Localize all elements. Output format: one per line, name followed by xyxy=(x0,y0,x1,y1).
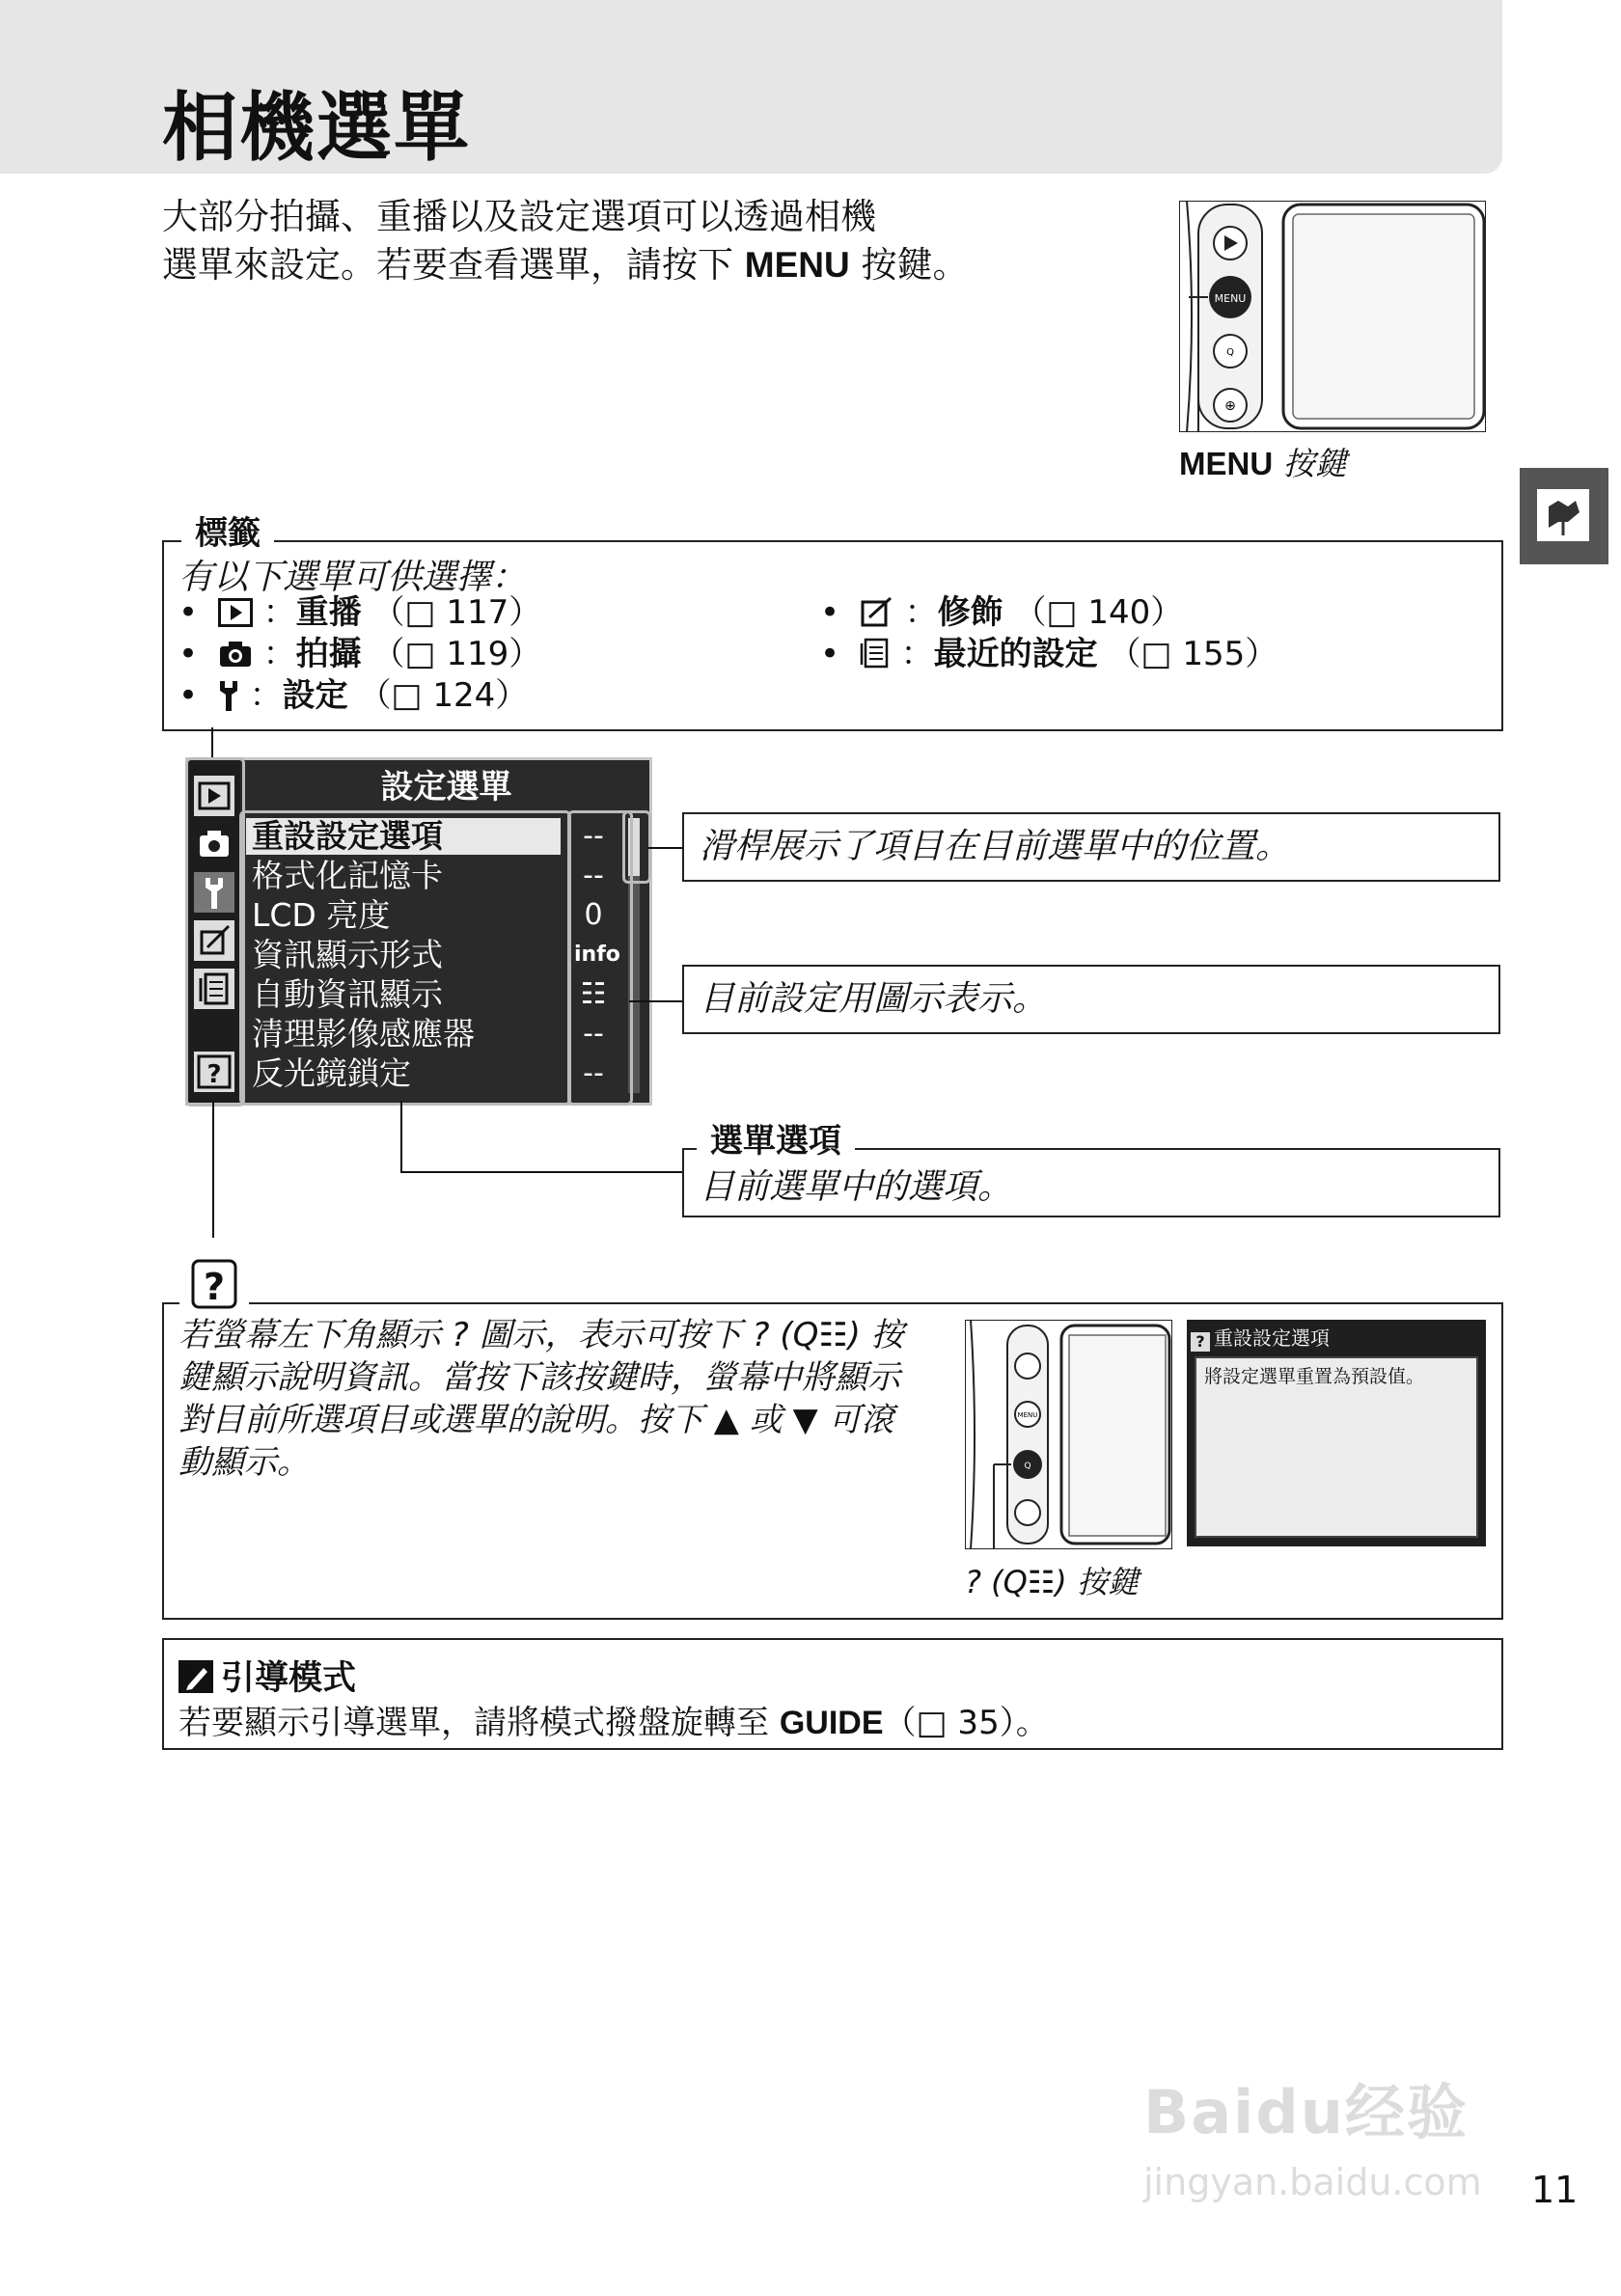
menu-item-value: info xyxy=(574,943,620,967)
scrollbar-frame xyxy=(622,810,651,884)
camera-back-illustration xyxy=(1179,201,1486,432)
guide-mode-text xyxy=(179,1696,1049,1743)
help-camera-illustration xyxy=(965,1320,1172,1549)
guide-mode-text-a: 若要顯示引導選單，請將模式撥盤旋轉至 xyxy=(179,1704,780,1742)
bullet: • xyxy=(179,676,199,715)
camera-icon xyxy=(218,637,253,666)
tab-item-name: 拍攝 xyxy=(295,635,362,673)
menu-item-value: -- xyxy=(583,1056,604,1090)
tab-item-playback: • ：重播 （□ 117） xyxy=(179,593,542,632)
leader-line xyxy=(629,1000,682,1002)
watermark-logo: Baidu经验 xyxy=(1143,2077,1469,2147)
icon-column-frame xyxy=(185,757,245,1107)
tab-item-recent: • ：最近的設定 （□ 155） xyxy=(820,635,1278,673)
watermark-url: jingyan.baidu.com xyxy=(1143,2161,1482,2203)
setup-menu-rooster-icon xyxy=(1520,468,1608,564)
help-text-line: 鍵顯示說明資訊。當按下該按鍵時，螢幕中將顯示 xyxy=(179,1358,900,1397)
help-screen xyxy=(1187,1320,1486,1546)
menu-options-label: 選單選項 xyxy=(697,1114,855,1162)
help-screen-text: 將設定選單重置為預設值。 xyxy=(1204,1366,1425,1387)
tab-item-retouch: • ：修飾 （□ 140） xyxy=(820,593,1184,632)
camera-back-drawing xyxy=(1179,201,1486,432)
help-text-line: 對目前所選項目或選單的說明。按下 ▲ 或 ▼ 可滾 xyxy=(179,1401,894,1439)
help-screen-title: 重設設定選項 xyxy=(1214,1326,1330,1350)
tabs-box-label: 標籤 xyxy=(181,506,274,554)
playback-icon xyxy=(218,598,253,627)
menu-keyword: MENU xyxy=(744,245,850,285)
page-ref: （□ 119） xyxy=(371,635,542,673)
svg-text:MENU: MENU xyxy=(1017,1411,1038,1419)
intro-line-1: 大部分拍攝、重播以及設定選項可以透過相機 xyxy=(162,196,876,237)
leader-line xyxy=(211,727,213,760)
help-screen-body xyxy=(1195,1356,1478,1538)
intro-line-2 xyxy=(162,241,973,289)
menu-item[interactable]: 清理影像感應器 xyxy=(252,1015,475,1052)
menu-item[interactable]: 反光鏡鎖定 xyxy=(252,1054,411,1092)
menu-item[interactable]: 格式化記憶卡 xyxy=(252,857,443,894)
tab-item-setup: • ：設定 （□ 124） xyxy=(179,676,529,715)
wrench-icon xyxy=(218,679,239,712)
page-ref: （□ 124） xyxy=(358,676,529,715)
page-ref: （□ 140） xyxy=(1013,593,1184,632)
help-button-caption: ? (Q☷) 按鍵 xyxy=(965,1564,1139,1600)
svg-text:Q: Q xyxy=(1024,1462,1031,1471)
intro-line-2-b: 按鍵。 xyxy=(849,244,969,286)
menu-item[interactable]: 資訊顯示形式 xyxy=(252,936,443,973)
guide-mode-text-b: （□ 35）。 xyxy=(883,1704,1049,1742)
retouch-icon xyxy=(860,595,894,626)
help-text-line: 動顯示。 xyxy=(179,1443,310,1482)
guide-mode-header xyxy=(179,1652,356,1700)
side-section-tab xyxy=(1520,468,1608,564)
svg-text:Q: Q xyxy=(1226,347,1234,358)
current-setting-callout: 目前設定用圖示表示。 xyxy=(682,965,1500,1034)
svg-text:?: ? xyxy=(206,1060,222,1089)
leader-line xyxy=(212,1101,214,1238)
menu-item-value: -- xyxy=(583,1017,604,1051)
bullet: • xyxy=(179,593,199,632)
svg-text:?: ? xyxy=(203,1266,226,1308)
help-box-icon xyxy=(179,1257,249,1313)
tab-item-name: 最近的設定 xyxy=(933,635,1098,673)
help-screen-question-icon: ? xyxy=(1191,1332,1210,1352)
svg-text:MENU: MENU xyxy=(1214,292,1247,305)
page-ref: （□ 117） xyxy=(371,593,542,632)
menu-item-value: -- xyxy=(583,819,604,853)
help-screen-title-bar xyxy=(1191,1324,1482,1353)
tab-item-name: 設定 xyxy=(282,676,348,715)
camera-menu-title: 設定選單 xyxy=(246,760,646,814)
menu-item-value: 0 xyxy=(584,898,603,932)
slider-callout: 滑桿展示了項目在目前選單中的位置。 xyxy=(682,812,1500,882)
tab-item-name: 重播 xyxy=(295,593,362,632)
menu-item[interactable]: LCD 亮度 xyxy=(252,896,391,934)
bullet: • xyxy=(820,635,840,673)
menu-item[interactable]: 自動資訊顯示 xyxy=(252,975,443,1013)
leader-line xyxy=(400,1101,402,1173)
svg-text:⊕: ⊕ xyxy=(1224,398,1236,414)
guide-mode-title: 引導模式 xyxy=(221,1659,357,1698)
menu-options-text: 目前選單中的選項。 xyxy=(700,1167,1013,1207)
menu-item-value: -- xyxy=(583,859,604,892)
intro-line-2-a: 選單來設定。若要查看選單，請按下 xyxy=(162,244,745,286)
page-title: 相機選單 xyxy=(162,85,472,172)
guide-keyword: GUIDE xyxy=(779,1705,884,1741)
intro-paragraph xyxy=(162,193,973,289)
menu-button-caption-text: 按鍵 xyxy=(1273,445,1347,482)
tab-item-shooting: • ：拍攝 （□ 119） xyxy=(179,635,542,673)
menu-button-caption xyxy=(1179,439,1347,484)
options-frame xyxy=(239,810,571,1106)
help-text-line: 若螢幕左下角顯示 ? 圖示，表示可按下 ? (Q☷) 按 xyxy=(179,1316,904,1354)
leader-line xyxy=(400,1171,682,1173)
help-text xyxy=(179,1314,950,1484)
leader-line xyxy=(648,847,682,849)
bullet: • xyxy=(820,593,840,632)
menu-item[interactable]: 重設設定選項 xyxy=(246,818,561,855)
pencil-note-icon xyxy=(179,1660,213,1693)
bullet: • xyxy=(179,635,199,673)
tab-item-name: 修飾 xyxy=(937,593,1003,632)
page-number: 11 xyxy=(1531,2169,1579,2211)
tabs-intro: 有以下選單可供選擇： xyxy=(179,558,527,597)
menu-item-value: ☷ xyxy=(580,977,607,1011)
menu-button-caption-key: MENU xyxy=(1179,446,1274,481)
recent-settings-icon xyxy=(860,637,891,668)
page-ref: （□ 155） xyxy=(1108,635,1278,673)
